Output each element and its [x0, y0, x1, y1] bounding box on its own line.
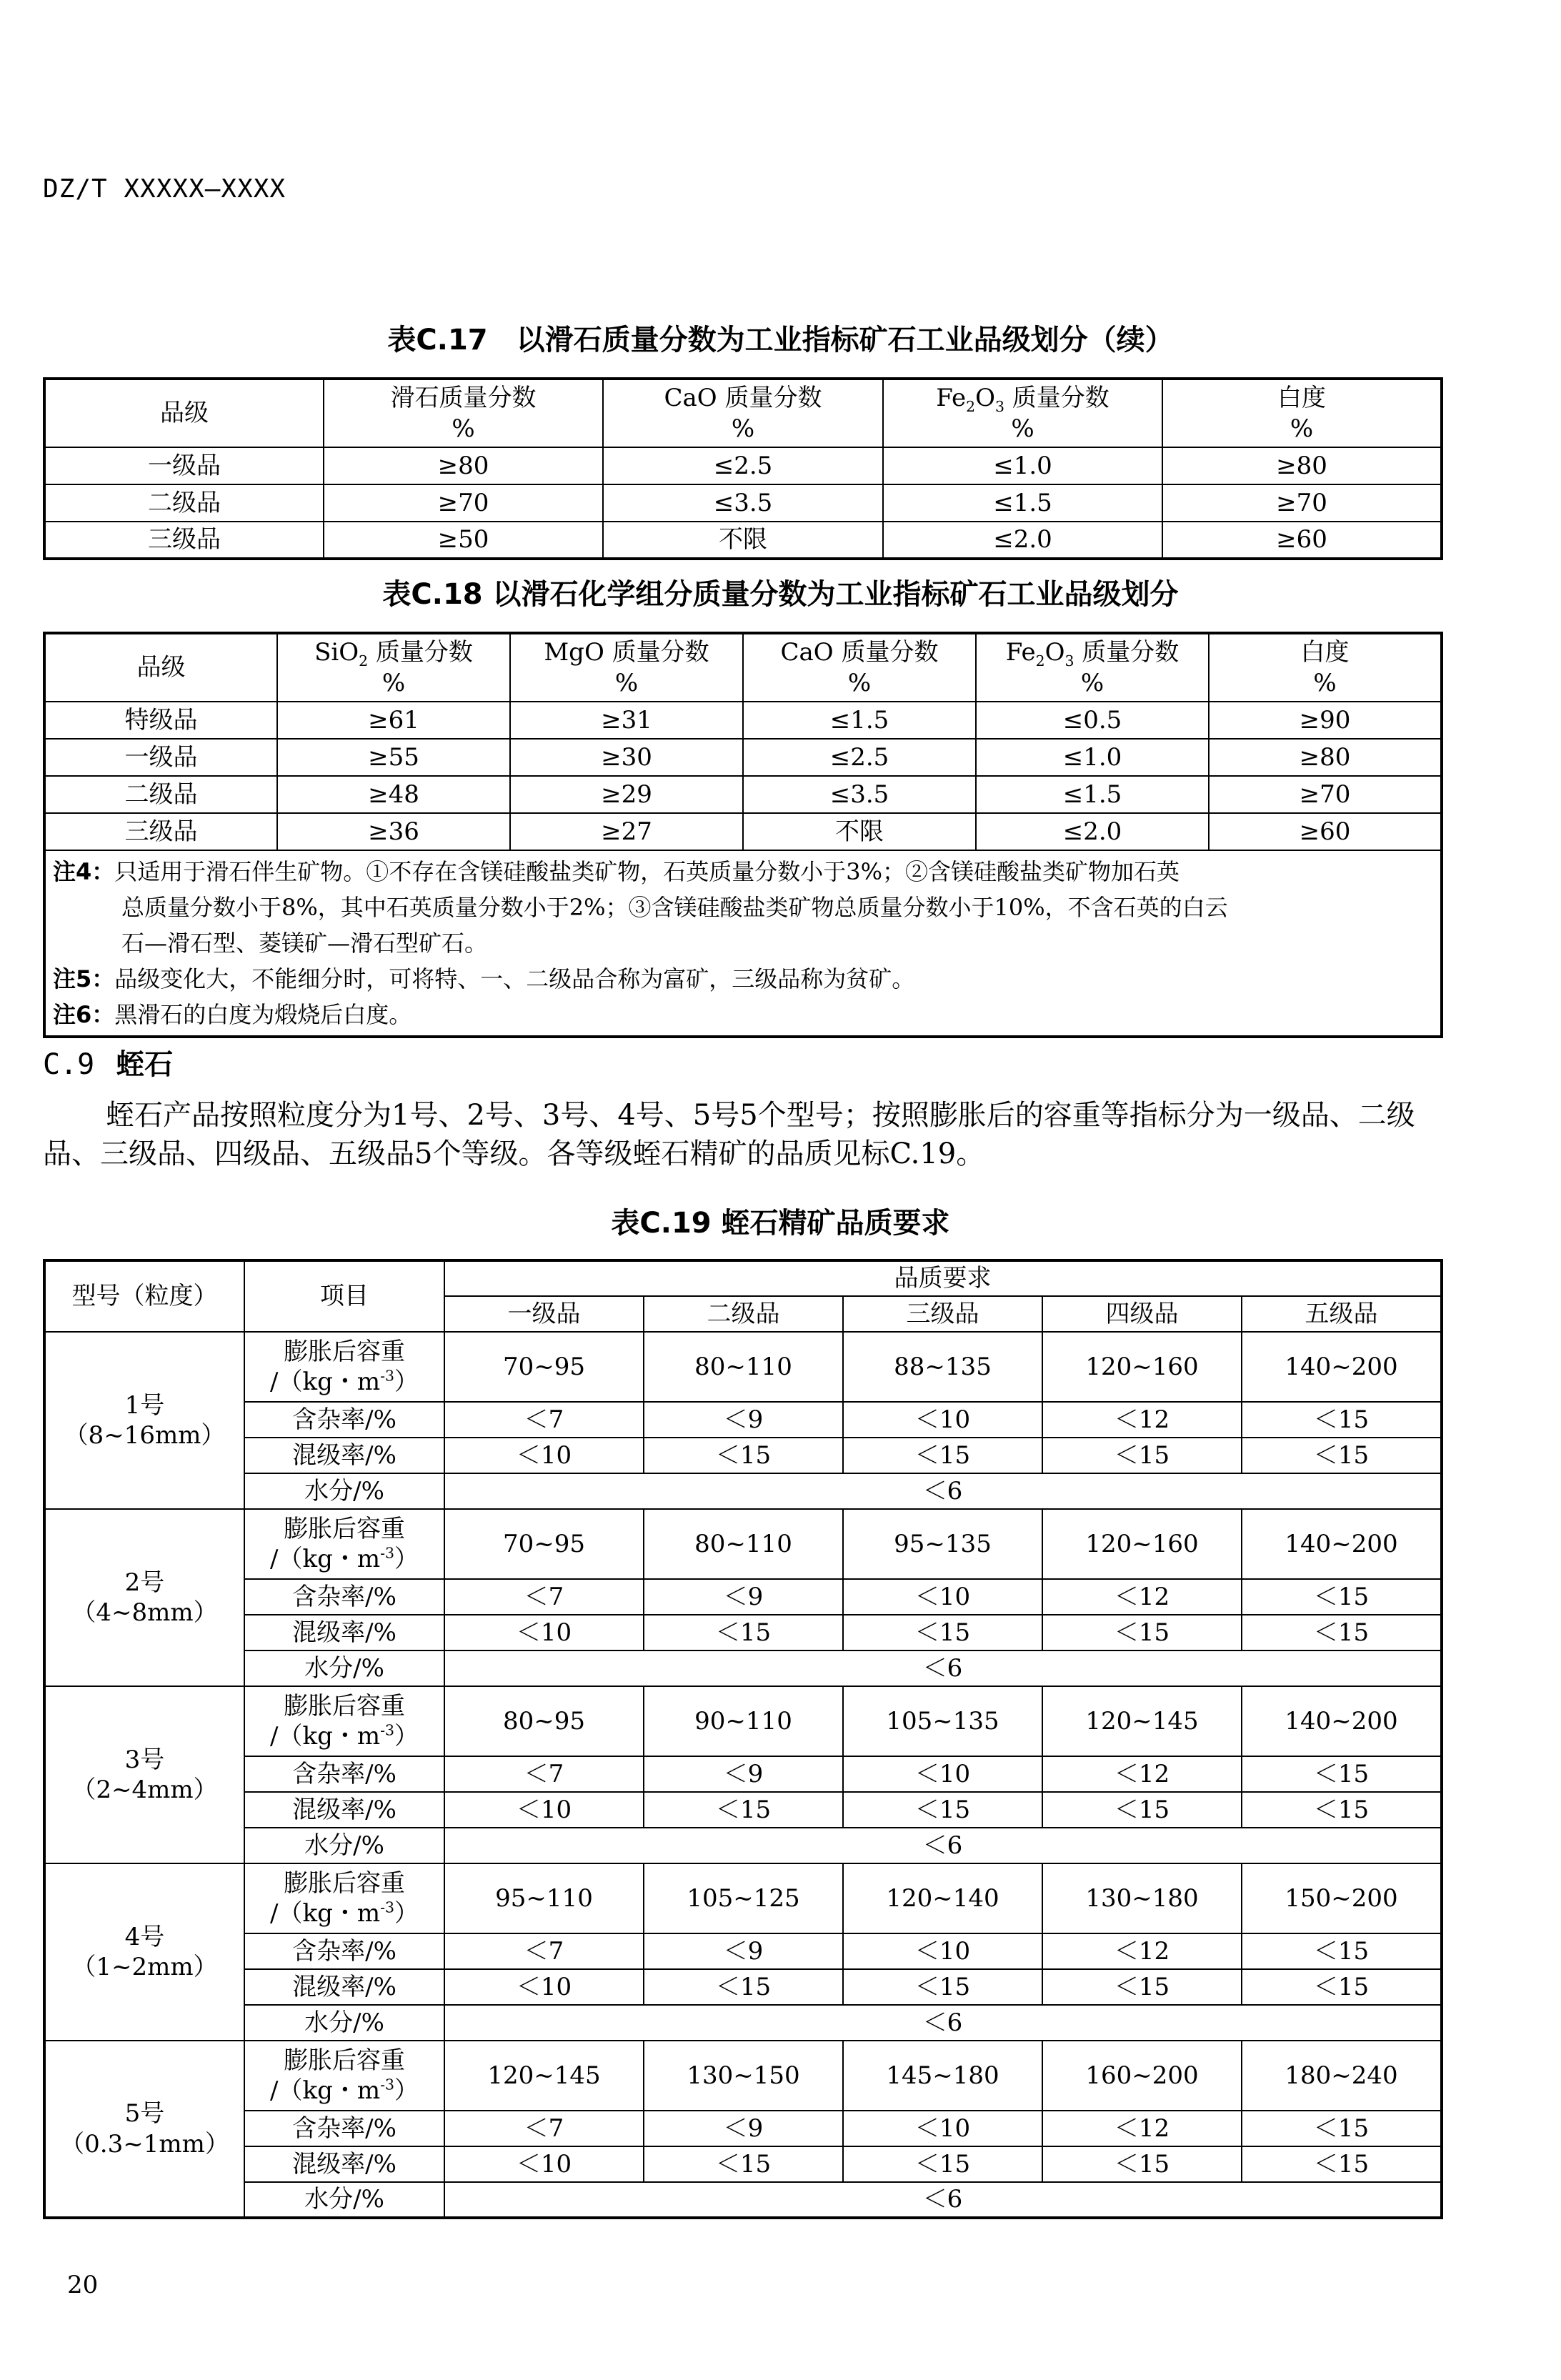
table-c19-header-item: 项目 — [244, 1260, 444, 1332]
table-cell: ≥55 — [277, 739, 510, 776]
density-value: 120~145 — [1042, 1686, 1242, 1756]
mixed-value: ＜15 — [1242, 1615, 1442, 1650]
density-value: 140~200 — [1242, 1332, 1442, 1402]
table-cell: ≥48 — [277, 776, 510, 813]
table-cell: ≤2.5 — [743, 739, 976, 776]
density-value: 120~160 — [1042, 1509, 1242, 1579]
mixed-value: ＜15 — [1042, 2146, 1242, 2182]
density-value: 180~240 — [1242, 2041, 1442, 2111]
unit-text: /（kg・m — [270, 1368, 381, 1396]
impurity-value: ＜7 — [444, 2111, 644, 2146]
header-label: $Fe_2O_3$ 质量分数 — [1005, 638, 1180, 669]
item-density-line2 — [245, 1367, 444, 1398]
table-c17 — [43, 377, 1443, 560]
table-c17-caption: 表C.17 以滑石质量分数为工业指标矿石工业品级划分（续） — [387, 324, 1174, 357]
unit-text: /（kg・m — [270, 1545, 381, 1573]
item-density-line2 — [245, 1721, 444, 1752]
item-density-line1: 膨胀后容重 — [284, 1514, 405, 1543]
header-unit: % — [731, 414, 755, 443]
note-text: 只适用于滑石伴生矿物。①不存在含镁硅酸盐类矿物，石英质量分数小于3%；②含镁硅酸盐类矿物加石英 — [114, 858, 1180, 885]
impurity-value: ＜9 — [644, 1579, 843, 1615]
mixed-value: ＜15 — [1042, 1438, 1242, 1473]
impurity-value: ＜12 — [1042, 1579, 1242, 1615]
table-cell: 一级品 — [44, 739, 277, 776]
grade-header: 一级品 — [444, 1296, 644, 1332]
unit-exponent: -3 — [380, 2076, 394, 2093]
table-cell: ≥80 — [1162, 447, 1442, 484]
table-row-density — [44, 2041, 1442, 2111]
table-cell: ≤2.5 — [603, 447, 883, 484]
table-cell: 不限 — [603, 522, 883, 559]
table-cell: 一级品 — [44, 447, 324, 484]
impurity-value: ＜12 — [1042, 1402, 1242, 1438]
item-density-line1: 膨胀后容重 — [284, 1868, 405, 1898]
mixed-value: ＜10 — [444, 1969, 644, 2005]
section-paragraph: 蛭石产品按照粒度分为1号、2号、3号、4号、5号5个型号；按照膨胀后的容重等指标分为一级品、二级品、三级品、四级品、五级品5个等级。各等级蛭石精矿的品质见标C.19。 — [43, 1099, 1415, 1170]
impurity-value: ＜15 — [1242, 2111, 1442, 2146]
impurity-value: ＜10 — [843, 1933, 1042, 1969]
table-cell: ≥60 — [1209, 813, 1442, 850]
item-mixed: 混级率/% — [244, 1438, 444, 1473]
mixed-value: ＜15 — [843, 1615, 1042, 1650]
moisture-value: ＜6 — [444, 1828, 1442, 1863]
table-c17-header-cao — [603, 379, 883, 447]
unit-close: ） — [394, 1722, 419, 1751]
table-cell: ≤3.5 — [603, 484, 883, 522]
density-value: 70~95 — [444, 1332, 644, 1402]
mixed-value: ＜15 — [1242, 1792, 1442, 1828]
table-row-moisture — [44, 1650, 1442, 1686]
unit-exponent: -3 — [380, 1898, 394, 1916]
table-c18-header-grade: 品级 — [44, 633, 277, 702]
density-value: 120~140 — [843, 1863, 1042, 1933]
density-value: 140~200 — [1242, 1686, 1442, 1756]
table-cell: ≥27 — [510, 813, 743, 850]
header-unit: % — [452, 414, 475, 443]
impurity-value: ＜10 — [843, 1579, 1042, 1615]
item-density-line2 — [245, 1898, 444, 1929]
item-density — [244, 1686, 444, 1756]
table-row-density — [44, 1509, 1442, 1579]
table-row-density — [44, 1686, 1442, 1756]
item-moisture: 水分/% — [244, 1650, 444, 1686]
model-cell — [44, 1332, 244, 1509]
mixed-value: ＜15 — [644, 1969, 843, 2005]
mixed-value: ＜10 — [444, 1438, 644, 1473]
model-number: 5号 — [124, 2099, 165, 2128]
table-cell: 二级品 — [44, 776, 277, 813]
density-value: 130~180 — [1042, 1863, 1242, 1933]
grade-header: 二级品 — [644, 1296, 843, 1332]
mixed-value: ＜15 — [843, 1792, 1042, 1828]
impurity-value: ＜12 — [1042, 1933, 1242, 1969]
item-density — [244, 2041, 444, 2111]
header-unit: % — [1290, 414, 1314, 443]
table-c18 — [43, 632, 1443, 1038]
table-row-density — [44, 1863, 1442, 1933]
table-c18-caption: 表C.18 以滑石化学组分质量分数为工业指标矿石工业品级划分 — [382, 578, 1179, 611]
table-c19-header-row-1 — [44, 1260, 1442, 1296]
header-label: MgO 质量分数 — [544, 638, 709, 667]
moisture-value: ＜6 — [444, 1650, 1442, 1686]
table-cell: 特级品 — [44, 702, 277, 739]
mixed-value: ＜15 — [644, 1615, 843, 1650]
impurity-value: ＜12 — [1042, 1756, 1242, 1792]
density-value: 105~135 — [843, 1686, 1042, 1756]
impurity-value: ＜7 — [444, 1933, 644, 1969]
table-row-mixed — [44, 1438, 1442, 1473]
mixed-value: ＜15 — [1042, 1969, 1242, 2005]
density-value: 120~160 — [1042, 1332, 1242, 1402]
table-cell: ≥70 — [1209, 776, 1442, 813]
mixed-value: ＜15 — [644, 2146, 843, 2182]
unit-exponent: -3 — [380, 1544, 394, 1562]
table-c18-header-mgo — [510, 633, 743, 702]
table-c17-header-fe2o3 — [883, 379, 1162, 447]
mixed-value: ＜15 — [843, 2146, 1042, 2182]
item-moisture: 水分/% — [244, 1828, 444, 1863]
table-cell: 三级品 — [44, 522, 324, 559]
density-value: 130~150 — [644, 2041, 843, 2111]
model-number: 4号 — [124, 1922, 165, 1951]
table-cell: ≥29 — [510, 776, 743, 813]
impurity-value: ＜7 — [444, 1402, 644, 1438]
table-cell: ≤3.5 — [743, 776, 976, 813]
item-impurity: 含杂率/% — [244, 1579, 444, 1615]
density-value: 140~200 — [1242, 1509, 1442, 1579]
model-cell — [44, 1509, 244, 1686]
table-row — [44, 484, 1442, 522]
table-row — [44, 702, 1442, 739]
table-cell: ≤1.0 — [976, 739, 1209, 776]
model-number: 2号 — [124, 1568, 165, 1597]
mixed-value: ＜10 — [444, 1792, 644, 1828]
note-text: 黑滑石的白度为煅烧后白度。 — [114, 1001, 412, 1028]
page-number: 20 — [67, 2271, 99, 2299]
table-row — [44, 447, 1442, 484]
impurity-value: ＜9 — [644, 2111, 843, 2146]
density-value: 80~95 — [444, 1686, 644, 1756]
mixed-value: ＜10 — [444, 2146, 644, 2182]
table-c18-header-cao — [743, 633, 976, 702]
grade-header: 四级品 — [1042, 1296, 1242, 1332]
density-value: 95~110 — [444, 1863, 644, 1933]
grade-header: 五级品 — [1242, 1296, 1442, 1332]
table-cell: ≥70 — [1162, 484, 1442, 522]
table-c17-header-grade: 品级 — [44, 379, 324, 447]
item-impurity: 含杂率/% — [244, 1756, 444, 1792]
table-row-impurity — [44, 2111, 1442, 2146]
table-cell: ≥31 — [510, 702, 743, 739]
unit-close: ） — [394, 1899, 419, 1928]
item-mixed: 混级率/% — [244, 1615, 444, 1650]
impurity-value: ＜10 — [843, 1402, 1042, 1438]
header-unit: % — [1313, 668, 1337, 697]
model-size: （2~4mm） — [71, 1776, 218, 1804]
note-line — [53, 961, 1433, 997]
mixed-value: ＜15 — [1242, 1438, 1442, 1473]
item-density-line1: 膨胀后容重 — [284, 1337, 405, 1366]
header-unit: % — [381, 668, 406, 697]
table-cell: ≥61 — [277, 702, 510, 739]
mixed-value: ＜15 — [843, 1969, 1042, 2005]
header-label: 滑石质量分数 — [390, 384, 537, 412]
density-value: 150~200 — [1242, 1863, 1442, 1933]
item-density-line1: 膨胀后容重 — [284, 1691, 405, 1721]
table-row-density — [44, 1332, 1442, 1402]
table-cell: ≥80 — [324, 447, 603, 484]
mixed-value: ＜15 — [843, 1438, 1042, 1473]
unit-text: /（kg・m — [270, 1899, 381, 1928]
density-value: 120~145 — [444, 2041, 644, 2111]
unit-close: ） — [394, 1368, 419, 1396]
header-unit: % — [1080, 668, 1104, 697]
model-size: （8~16mm） — [64, 1421, 226, 1450]
table-cell: ≥50 — [324, 522, 603, 559]
table-c17-header-talc — [324, 379, 603, 447]
note-text: 石—滑石型、菱镁矿—滑石型矿石。 — [121, 930, 488, 957]
table-cell: ≤2.0 — [883, 522, 1162, 559]
table-cell: ≤1.5 — [743, 702, 976, 739]
item-density-line2 — [245, 1544, 444, 1575]
impurity-value: ＜7 — [444, 1756, 644, 1792]
table-row-mixed — [44, 1615, 1442, 1650]
impurity-value: ＜12 — [1042, 2111, 1242, 2146]
table-row-impurity — [44, 1402, 1442, 1438]
table-cell: ≥36 — [277, 813, 510, 850]
item-mixed: 混级率/% — [244, 1969, 444, 2005]
impurity-value: ＜9 — [644, 1402, 843, 1438]
item-moisture: 水分/% — [244, 1473, 444, 1509]
density-value: 145~180 — [843, 2041, 1042, 2111]
note-label: 注4： — [53, 858, 115, 885]
item-density-line1: 膨胀后容重 — [284, 2046, 405, 2075]
mixed-value: ＜15 — [1242, 1969, 1442, 2005]
table-cell: ≤1.5 — [976, 776, 1209, 813]
item-density — [244, 1509, 444, 1579]
mixed-value: ＜10 — [444, 1615, 644, 1650]
section-title: 蛭石 — [116, 1048, 174, 1081]
note-label: 注5： — [53, 965, 115, 992]
item-impurity: 含杂率/% — [244, 2111, 444, 2146]
note-label: 注6： — [53, 1001, 115, 1028]
table-c18-notes — [44, 850, 1442, 1037]
header-unit: % — [847, 668, 872, 697]
mixed-value: ＜15 — [1042, 1792, 1242, 1828]
density-value: 70~95 — [444, 1509, 644, 1579]
note-text: 总质量分数小于8%，其中石英质量分数小于2%；③含镁硅酸盐类矿物总质量分数小于10%，不含石英的白云 — [121, 894, 1228, 921]
impurity-value: ＜15 — [1242, 1579, 1442, 1615]
document-code: DZ/T XXXXX—XXXX — [43, 174, 286, 204]
table-cell: ≥60 — [1162, 522, 1442, 559]
table-c17-header-row — [44, 379, 1442, 447]
section-number: C.9 — [43, 1048, 95, 1081]
table-c19-caption: 表C.19 蛭石精矿品质要求 — [611, 1207, 950, 1240]
table-cell: ≤1.0 — [883, 447, 1162, 484]
table-c18-header-sio2 — [277, 633, 510, 702]
item-mixed: 混级率/% — [244, 2146, 444, 2182]
impurity-value: ＜15 — [1242, 1933, 1442, 1969]
moisture-value: ＜6 — [444, 2005, 1442, 2041]
density-value: 88~135 — [843, 1332, 1042, 1402]
item-density-line2 — [245, 2076, 444, 2106]
model-number: 1号 — [124, 1390, 165, 1420]
table-row-impurity — [44, 1756, 1442, 1792]
table-c19-header-model: 型号（粒度） — [44, 1260, 244, 1332]
note-line — [53, 890, 1433, 925]
density-value: 160~200 — [1042, 2041, 1242, 2111]
table-row-mixed — [44, 1792, 1442, 1828]
table-row-moisture — [44, 2182, 1442, 2218]
impurity-value: ＜9 — [644, 1756, 843, 1792]
table-cell: 不限 — [743, 813, 976, 850]
mixed-value: ＜15 — [1242, 2146, 1442, 2182]
impurity-value: ＜7 — [444, 1579, 644, 1615]
table-cell: 三级品 — [44, 813, 277, 850]
table-c18-notes-row — [44, 850, 1442, 1037]
table-row — [44, 776, 1442, 813]
header-label: SiO$_2$ 质量分数 — [314, 638, 473, 669]
section-heading — [43, 1042, 173, 1082]
item-mixed: 混级率/% — [244, 1792, 444, 1828]
table-row — [44, 739, 1442, 776]
header-unit: % — [614, 668, 639, 697]
table-row-mixed — [44, 2146, 1442, 2182]
table-row — [44, 813, 1442, 850]
note-line — [53, 854, 1433, 890]
item-density — [244, 1863, 444, 1933]
unit-text: /（kg・m — [270, 1722, 381, 1751]
table-c17-header-whiteness — [1162, 379, 1442, 447]
moisture-value: ＜6 — [444, 1473, 1442, 1509]
model-size: （0.3~1mm） — [60, 2129, 229, 2159]
unit-exponent: -3 — [380, 1721, 394, 1739]
model-size: （1~2mm） — [71, 1953, 218, 1981]
table-cell: ≥30 — [510, 739, 743, 776]
impurity-value: ＜15 — [1242, 1402, 1442, 1438]
unit-close: ） — [394, 2076, 419, 2105]
header-label: CaO 质量分数 — [780, 638, 939, 667]
table-c18-header-row — [44, 633, 1442, 702]
table-cell: 二级品 — [44, 484, 324, 522]
mixed-value: ＜15 — [1042, 1615, 1242, 1650]
header-unit: % — [1011, 414, 1034, 443]
density-value: 80~110 — [644, 1509, 843, 1579]
table-row-moisture — [44, 2005, 1442, 2041]
model-number: 3号 — [124, 1745, 165, 1774]
moisture-value: ＜6 — [444, 2182, 1442, 2218]
table-cell: ≥90 — [1209, 702, 1442, 739]
density-value: 95~135 — [843, 1509, 1042, 1579]
model-cell — [44, 2041, 244, 2218]
item-moisture: 水分/% — [244, 2005, 444, 2041]
density-value: 105~125 — [644, 1863, 843, 1933]
unit-exponent: -3 — [380, 1367, 394, 1385]
note-text: 品级变化大，不能细分时，可将特、一、二级品合称为富矿，三级品称为贫矿。 — [114, 965, 915, 992]
table-row-mixed — [44, 1969, 1442, 2005]
table-row — [44, 522, 1442, 559]
header-label: 白度 — [1277, 384, 1326, 412]
table-row-impurity — [44, 1579, 1442, 1615]
header-label: CaO 质量分数 — [664, 384, 822, 412]
table-cell: ≤0.5 — [976, 702, 1209, 739]
table-cell: ≤1.5 — [883, 484, 1162, 522]
table-c19-header-quality: 品质要求 — [444, 1260, 1442, 1296]
table-row-moisture — [44, 1828, 1442, 1863]
table-row-moisture — [44, 1473, 1442, 1509]
table-cell: ≥70 — [324, 484, 603, 522]
item-impurity: 含杂率/% — [244, 1402, 444, 1438]
table-cell: ≤2.0 — [976, 813, 1209, 850]
model-cell — [44, 1863, 244, 2041]
model-cell — [44, 1686, 244, 1863]
unit-close: ） — [394, 1545, 419, 1573]
item-moisture: 水分/% — [244, 2182, 444, 2218]
mixed-value: ＜15 — [644, 1792, 843, 1828]
item-density — [244, 1332, 444, 1402]
note-line — [53, 997, 1433, 1032]
impurity-value: ＜10 — [843, 2111, 1042, 2146]
table-row-impurity — [44, 1933, 1442, 1969]
impurity-value: ＜10 — [843, 1756, 1042, 1792]
header-label: $Fe_2O_3$ 质量分数 — [936, 384, 1109, 415]
grade-header: 三级品 — [843, 1296, 1042, 1332]
table-c18-header-whiteness — [1209, 633, 1442, 702]
item-impurity: 含杂率/% — [244, 1933, 444, 1969]
table-cell: ≥80 — [1209, 739, 1442, 776]
model-size: （4~8mm） — [71, 1598, 218, 1627]
density-value: 90~110 — [644, 1686, 843, 1756]
table-c18-header-fe2o3 — [976, 633, 1209, 702]
density-value: 80~110 — [644, 1332, 843, 1402]
header-label: 白度 — [1300, 638, 1350, 667]
impurity-value: ＜9 — [644, 1933, 843, 1969]
mixed-value: ＜15 — [644, 1438, 843, 1473]
unit-text: /（kg・m — [270, 2076, 381, 2105]
note-line — [53, 925, 1433, 961]
table-c19 — [43, 1259, 1443, 2219]
impurity-value: ＜15 — [1242, 1756, 1442, 1792]
